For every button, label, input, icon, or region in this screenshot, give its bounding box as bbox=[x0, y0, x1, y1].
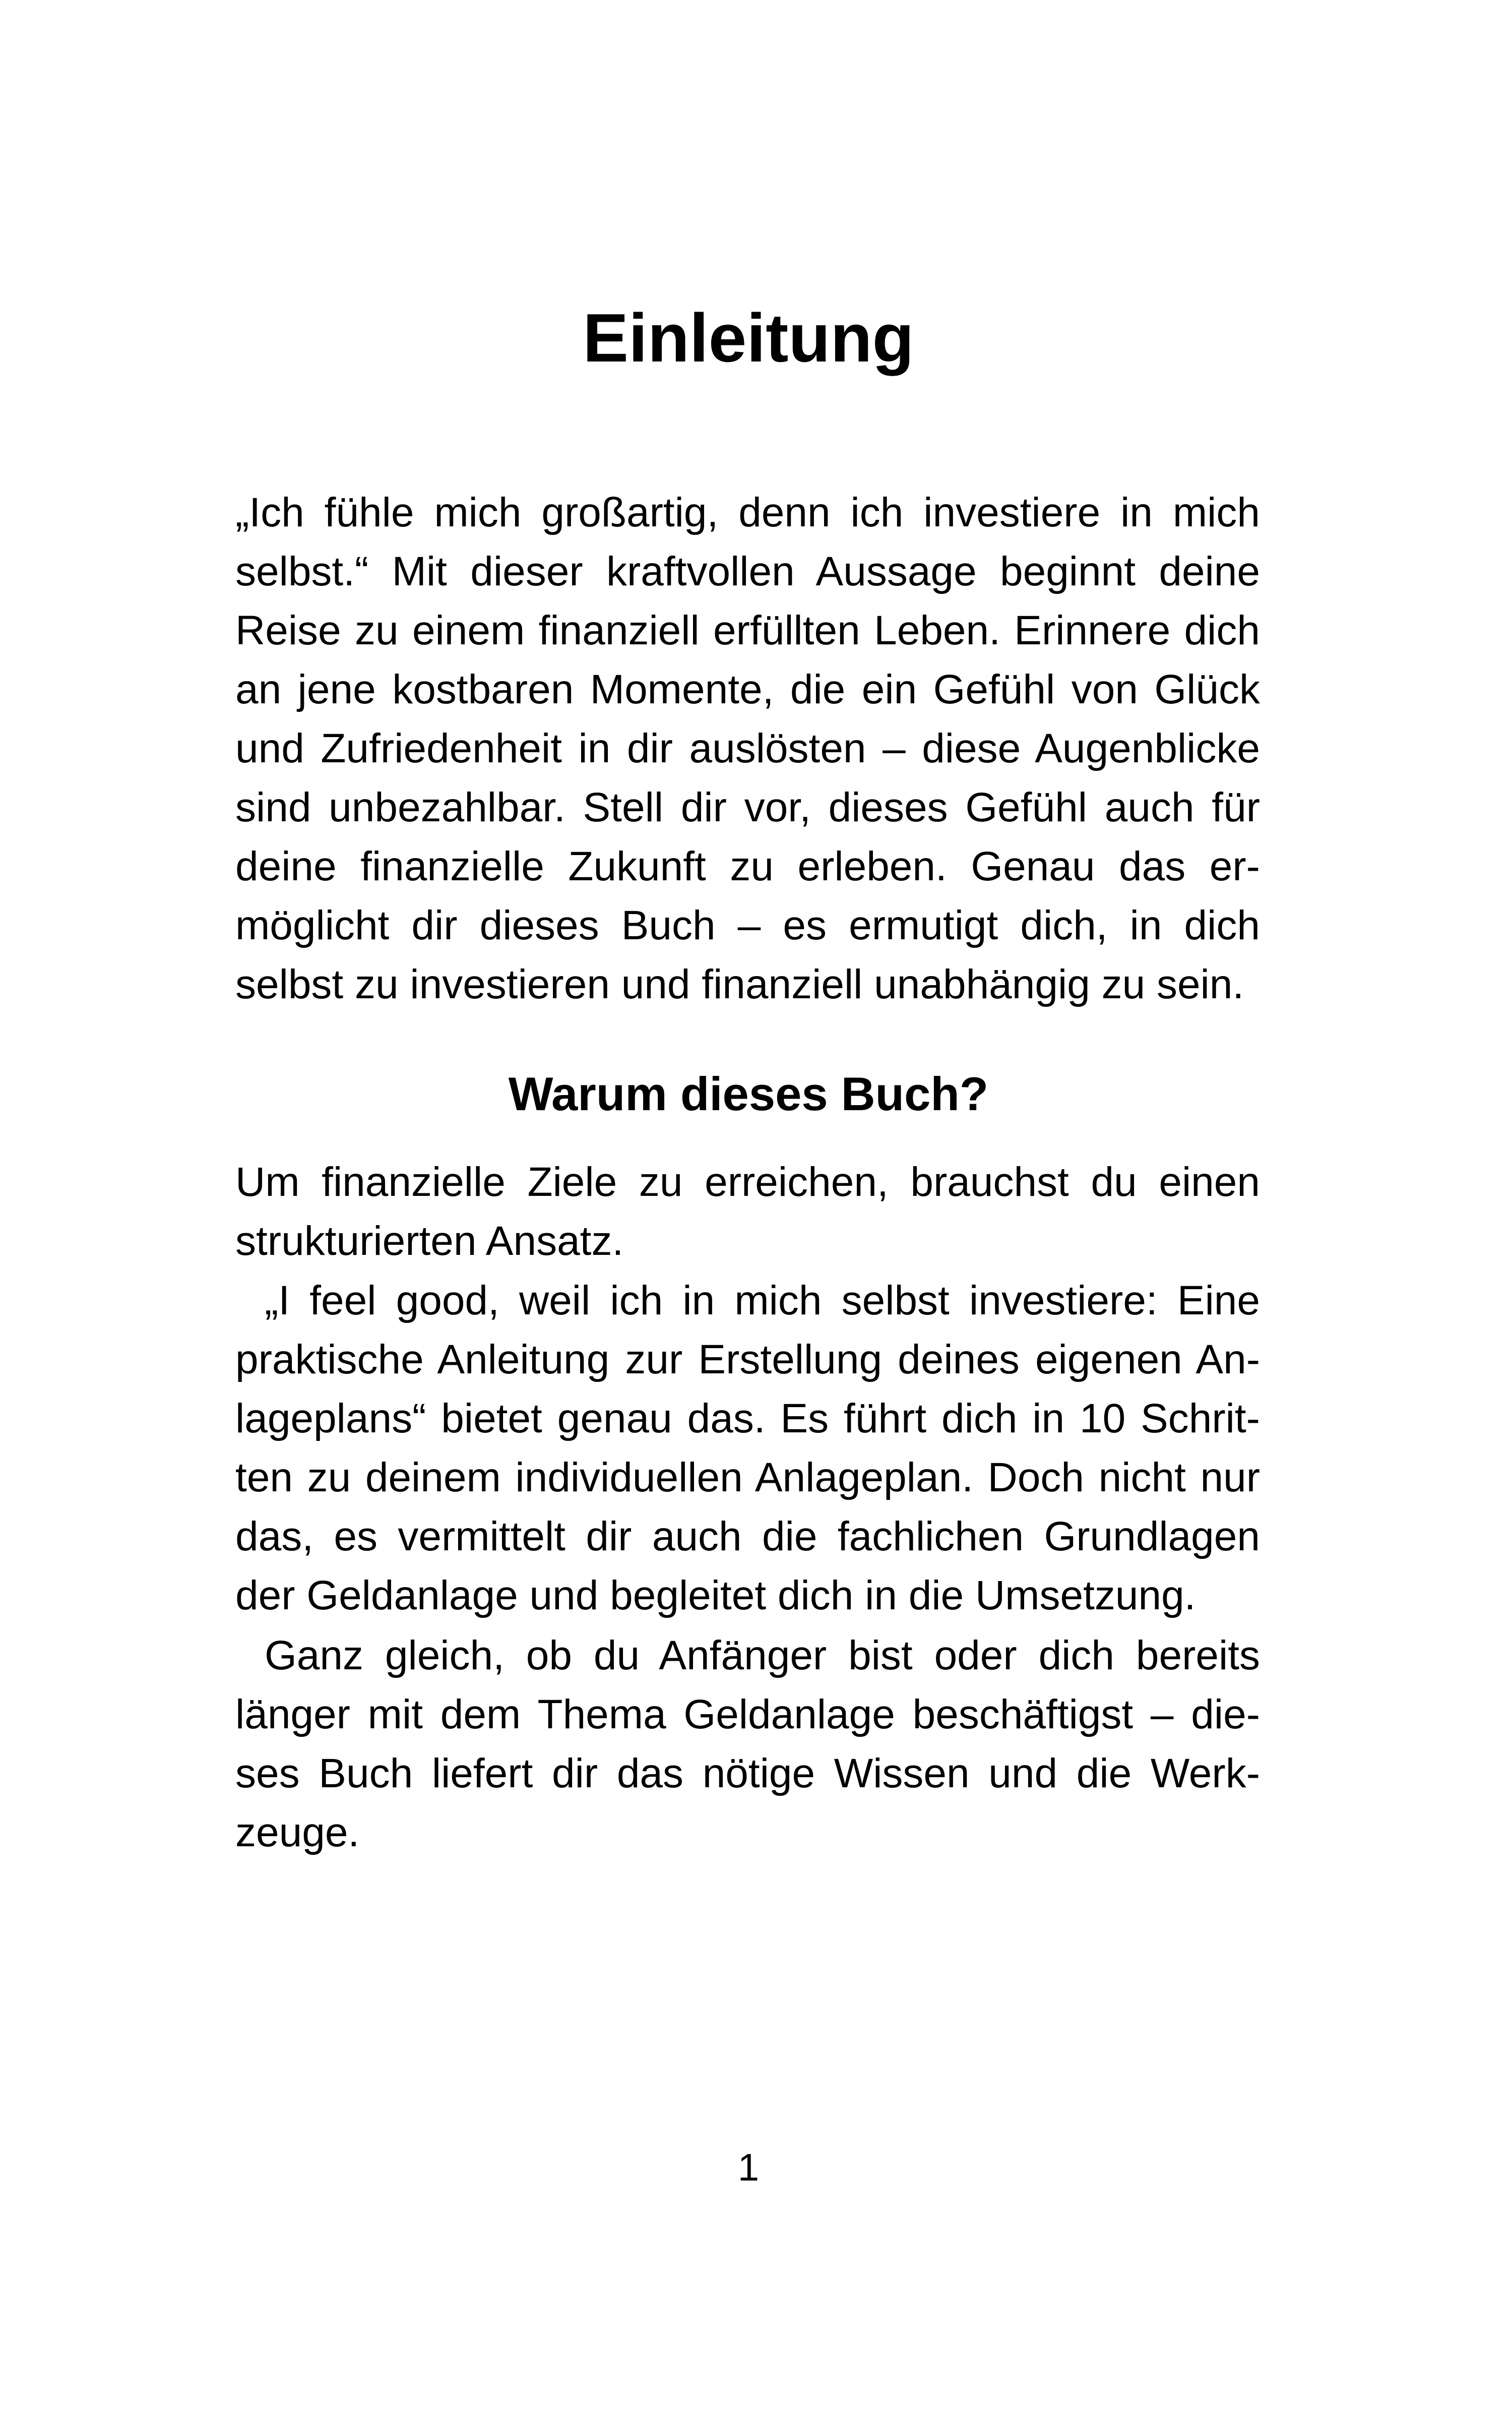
text-line: zeuge. bbox=[235, 1809, 360, 1855]
text-line: Um finanzielle Ziele zu erreichen, brauchst du einen bbox=[235, 1159, 1260, 1205]
text-line: „Ich fühle mich großartig, denn ich investiere in mich bbox=[235, 490, 1260, 535]
text-line: selbst.“ Mit dieser kraftvollen Aussage beginnt deine bbox=[235, 549, 1260, 594]
text-line: lageplans“ bietet genau das. Es führt dich in 10 Schrit- bbox=[235, 1396, 1260, 1441]
text-line: strukturierten Ansatz. bbox=[235, 1218, 624, 1264]
text-line: praktische Anleitung zur Erstellung deines eigenen An- bbox=[235, 1337, 1260, 1382]
chapter-title: Einleitung bbox=[583, 299, 914, 376]
text-line: der Geldanlage und begleitet dich in die Umsetzung. bbox=[235, 1572, 1196, 1618]
text-line: an jene kostbaren Momente, die ein Gefühl von Glück bbox=[235, 667, 1260, 712]
text-line: länger mit dem Thema Geldanlage beschäftigst – die- bbox=[235, 1691, 1260, 1737]
page-number: 1 bbox=[737, 2146, 760, 2189]
section-paragraph-1 bbox=[235, 1153, 1260, 1270]
text-line: und Zufriedenheit in dir auslösten – diese Augenblicke bbox=[235, 725, 1260, 771]
intro-paragraph bbox=[235, 483, 1260, 1014]
text-line: möglicht dir dieses Buch – es ermutigt dich, in dich bbox=[235, 902, 1260, 948]
text-line: ses Buch liefert dir das nötige Wissen und die Werk- bbox=[235, 1750, 1260, 1796]
text-line: Reise zu einem finanziell erfüllten Leben. Erinnere dich bbox=[235, 608, 1260, 653]
text-line: sind unbezahlbar. Stell dir vor, dieses Gefühl auch für bbox=[235, 784, 1260, 830]
section-heading: Warum dieses Buch? bbox=[508, 1067, 989, 1120]
text-line: „I feel good, weil ich in mich selbst investiere: Eine bbox=[265, 1278, 1260, 1323]
section-paragraph-2 bbox=[235, 1271, 1260, 1625]
text-line: das, es vermittelt dir auch die fachlichen Grundlagen bbox=[235, 1514, 1260, 1559]
text-line: deine finanzielle Zukunft zu erleben. Genau das er- bbox=[235, 843, 1260, 889]
text-line: ten zu deinem individuellen Anlageplan. Doch nicht nur bbox=[235, 1455, 1260, 1500]
text-line: selbst zu investieren und finanziell unabhängig zu sein. bbox=[235, 961, 1244, 1007]
text-line: Ganz gleich, ob du Anfänger bist oder dich bereits bbox=[265, 1632, 1260, 1678]
section-paragraph-3 bbox=[235, 1626, 1260, 1862]
